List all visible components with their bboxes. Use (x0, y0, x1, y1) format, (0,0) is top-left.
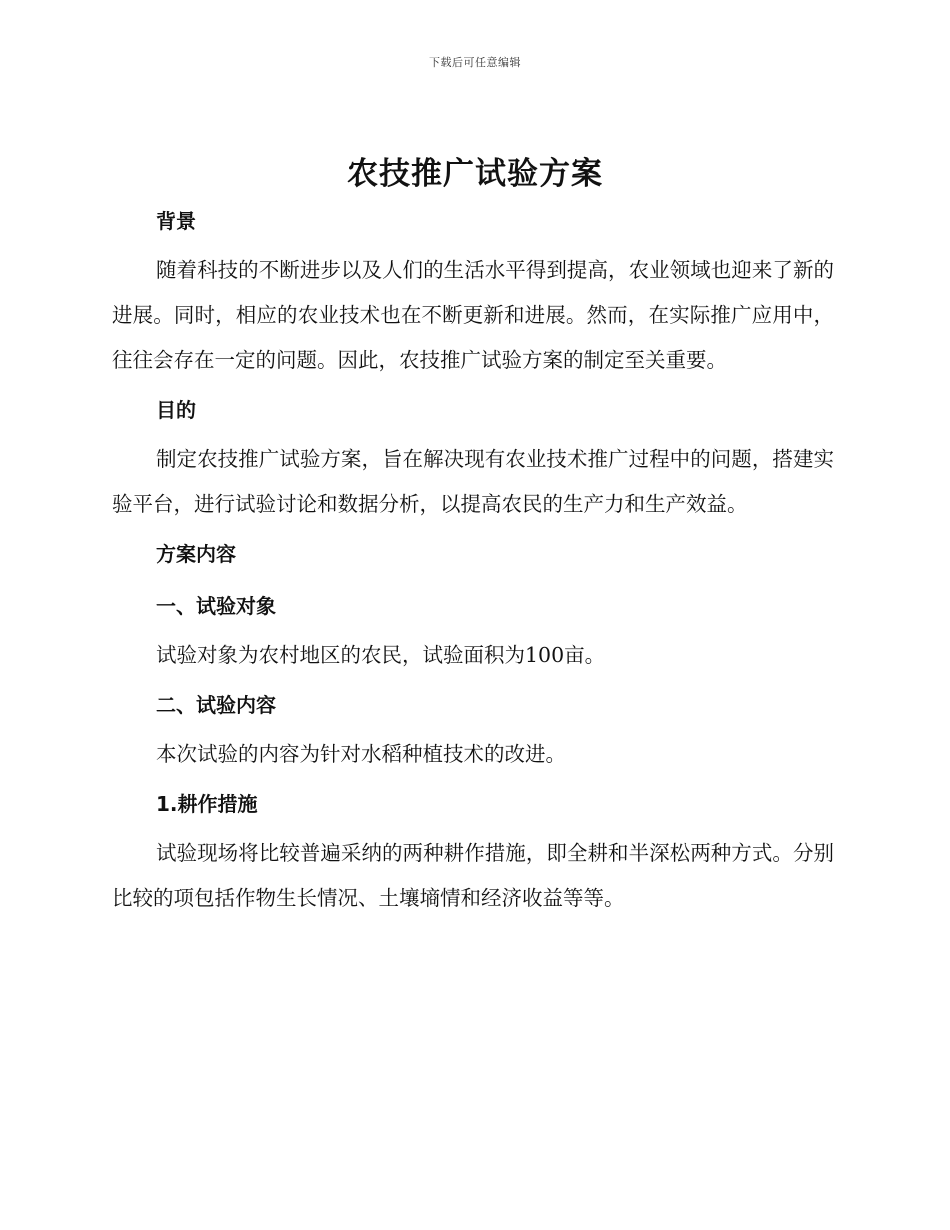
plan-heading: 方案内容 (156, 542, 236, 566)
background-heading: 背景 (156, 209, 196, 233)
tillage-heading: 1.耕作措施 (156, 792, 258, 816)
subject-heading: 一、试验对象 (156, 594, 276, 618)
content-heading: 二、试验内容 (156, 693, 276, 717)
background-paragraph: 随着科技的不断进步以及人们的生活水平得到提高，农业领域也迎来了新的进展。同时，相应的农业技术也在不断更新和进展。然而，在实际推广应用中，往往会存在一定的问题。因此，农技推广试验方案的制定至关重要。 (112, 258, 834, 372)
document-body (112, 200, 834, 921)
tillage-paragraph: 试验现场将比较普遍采纳的两种耕作措施，即全耕和半深松两种方式。分别比较的项包括作物生长情况、土壤墒情和经济收益等等。 (112, 841, 834, 910)
header-note: 下载后可任意编辑 (429, 56, 521, 69)
purpose-heading: 目的 (156, 398, 196, 422)
subject-paragraph: 试验对象为农村地区的农民，试验面积为100亩。 (156, 643, 606, 667)
document-title: 农技推广试验方案 (347, 156, 603, 192)
content-paragraph: 本次试验的内容为针对水稻种植技术的改进。 (156, 742, 566, 766)
purpose-paragraph: 制定农技推广试验方案，旨在解决现有农业技术推广过程中的问题，搭建实验平台，进行试验讨论和数据分析，以提高农民的生产力和生产效益。 (112, 447, 834, 516)
